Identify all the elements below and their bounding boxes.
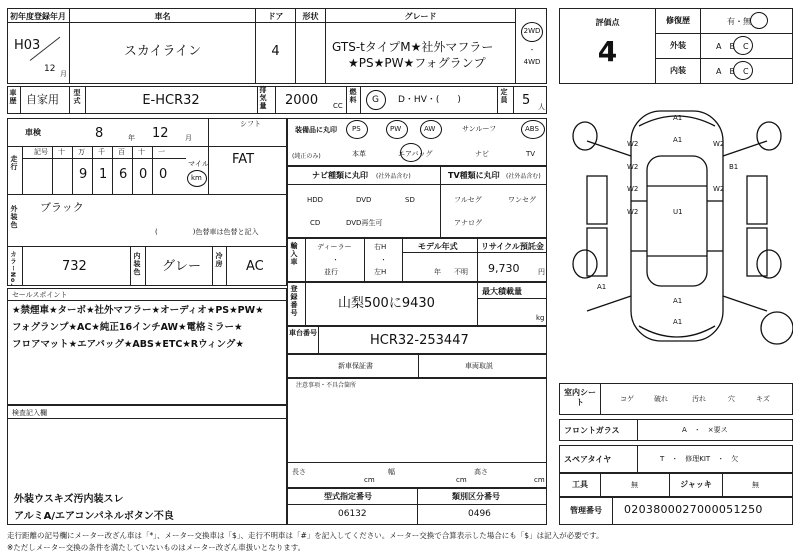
jack-label: ジャッキ: [680, 480, 712, 489]
exterior-label: 外装: [670, 41, 686, 50]
diag-label-w2-ml: W2: [627, 185, 639, 193]
diag-label-w2-mr: W2: [713, 185, 725, 193]
tv-oneseg: ワンセグ: [508, 196, 536, 204]
score-label: 評価点: [595, 18, 620, 27]
score-value: 4: [597, 35, 618, 68]
seat-burn: コゲ: [620, 395, 634, 403]
door-label: ドア: [267, 12, 284, 21]
windshield-value: A ・ ×要ス: [682, 426, 728, 434]
mileage-divider: [92, 146, 93, 194]
model-year-label: モデル年式: [418, 242, 458, 251]
person-unit: 人: [538, 103, 545, 111]
equip-sunroof: サンルーフ: [462, 125, 497, 133]
tv-label: TV種類に丸印: [448, 171, 500, 180]
color-code: 732: [62, 259, 87, 274]
damage-diagram: [559, 86, 793, 376]
mileage-digit: 1: [99, 167, 108, 182]
interior-b-circle: [733, 61, 753, 80]
seat-tear: 破れ: [654, 395, 668, 403]
import-dot: ・: [332, 256, 339, 264]
car-name-label: 車名: [154, 12, 171, 21]
warranty-new: 新車保証書: [338, 362, 373, 370]
drive-4wd: 4WD: [523, 58, 541, 66]
equip-pw: PW: [390, 125, 402, 133]
equip-leather: 本革: [352, 150, 366, 158]
fuel-options: D・HV・( ): [398, 95, 461, 105]
capacity-label: 定員: [500, 88, 508, 104]
color-code-label: カラーNo.: [9, 251, 16, 287]
capacity-value: 5: [522, 93, 531, 108]
mile-unit: マイル: [188, 160, 209, 168]
inspection-month: 12: [152, 126, 169, 141]
displacement-value: 2000: [285, 93, 319, 108]
navi-sub: (社外品含む): [376, 173, 411, 180]
month-unit: 月: [60, 70, 67, 78]
type-code: 06132: [338, 509, 367, 519]
max-load-label: 最大積載量: [482, 287, 522, 296]
equip-airbag: エアバッグ: [398, 150, 433, 158]
diag-label-w2-fr: W2: [713, 140, 725, 148]
diag-label-a1-bumper: A1: [673, 318, 683, 326]
sales-line-3: フロアマット★エアバッグ★ABS★ETC★Rウィング★: [12, 339, 244, 350]
interior-label: 内装: [670, 66, 686, 75]
mileage-digit: 0: [139, 167, 148, 182]
width-label: 幅: [388, 468, 395, 476]
tv-analog: アナログ: [454, 219, 482, 227]
import-parallel: 並行: [324, 268, 338, 276]
warranty-manual: 車両取説: [465, 362, 493, 370]
shift-label: シフト: [240, 120, 261, 128]
equip-tv: TV: [526, 150, 536, 158]
mgmt-label: 管理番号: [570, 506, 602, 515]
model-value: E-HCR32: [142, 93, 200, 108]
car-outline-svg: [559, 86, 793, 376]
seat-hole: 穴: [728, 395, 735, 403]
repair-value: 有・無: [727, 17, 751, 26]
equipment-label: 装備品に丸印: [295, 126, 337, 134]
chassis-label: 車台番号: [289, 329, 317, 337]
exterior-b-circle: [733, 36, 753, 55]
mileage-digit-label: 万: [78, 148, 85, 156]
diag-label-w2-fl: W2: [627, 140, 639, 148]
recycle-value: 9,730: [488, 262, 520, 275]
interior-grades: A B C: [716, 67, 749, 76]
car-name: スカイライン: [123, 44, 202, 59]
diag-label-a1-rear: A1: [673, 297, 683, 305]
spare-value: T ・ 修理KIT ・ 欠: [660, 455, 739, 463]
history-value: 自家用: [26, 93, 59, 106]
color-value: ブラック: [40, 201, 84, 214]
shape-label: 形状: [302, 12, 319, 21]
diag-label-u1: U1: [673, 208, 683, 216]
notes-block: [287, 378, 547, 488]
seat-label: 室内シート: [564, 388, 596, 407]
first-reg-month: 12: [44, 64, 56, 74]
inspection-label: 車検: [25, 128, 41, 137]
model-year-unit: 年: [434, 268, 441, 276]
equip-ps: PS: [352, 125, 361, 133]
interior-color-label: 内装色: [133, 252, 141, 276]
navi-label: ナビ種類に丸印: [312, 171, 368, 180]
mileage-digit-label: 十: [138, 148, 145, 156]
sales-points-label: セールスポイント: [12, 291, 68, 299]
inspection-year-unit: 年: [128, 134, 135, 142]
seat-scratch: キズ: [756, 395, 770, 403]
import-right: 右H: [374, 243, 387, 251]
kg-unit: kg: [536, 314, 545, 322]
mileage-digit-label: 千: [98, 148, 105, 156]
repair-none-circle: [750, 12, 768, 29]
mileage-digit-label: 一: [158, 148, 165, 156]
repair-label: 修復歴: [666, 16, 690, 25]
sales-line-1: ★禁煙車★ターボ★社外マフラー★オーディオ★PS★PW★: [12, 305, 264, 316]
grade-line2: ★PS★PW★フォグランプ: [348, 56, 486, 70]
navi-hdd: HDD: [307, 196, 324, 204]
inspector-line-1: 外装ウスキズ汚内装スレ: [14, 494, 124, 505]
mgmt-number: 0203800027000051250: [624, 503, 763, 516]
import-left: 左H: [374, 268, 387, 276]
navi-dvd: DVD: [356, 196, 372, 204]
door-count: 4: [271, 44, 280, 59]
height-label: 高さ: [474, 468, 488, 476]
navi-sd: SD: [405, 196, 415, 204]
windshield-label: フロントガラス: [564, 426, 620, 435]
jack-value: 無: [752, 481, 759, 489]
tv-sub: (社外品含む): [506, 173, 541, 180]
width-cm: cm: [456, 476, 467, 484]
navi-dvd-play: DVD再生可: [346, 219, 383, 227]
history-label: 車歴: [9, 89, 17, 105]
yen-unit: 円: [538, 268, 545, 276]
model-label: 型式: [73, 89, 81, 105]
mileage-divider: [72, 146, 73, 194]
height-cm: cm: [534, 476, 545, 484]
grade-label: グレード: [404, 12, 437, 21]
color-note: ( )色替車は色替と記入: [155, 228, 259, 236]
first-reg-era: H03: [14, 38, 41, 53]
mileage-divider: [132, 146, 133, 194]
import-dealer: ディーラー: [317, 243, 352, 251]
tools-value: 無: [631, 481, 638, 489]
warranty-block: [287, 354, 547, 378]
cc-unit: CC: [333, 102, 343, 110]
diag-label-a1-rl: A1: [597, 283, 607, 291]
spare-label: スペアタイヤ: [564, 455, 612, 464]
sales-line-2: フォグランプ★AC★純正16インチAW★電格ミラー★: [12, 322, 243, 333]
exterior-grades: A B C: [716, 42, 749, 51]
color-label: 外装色: [10, 205, 18, 229]
displacement-label: 排気量: [259, 86, 267, 110]
first-reg-label: 初年度登録年月: [10, 12, 66, 21]
mileage-divider: [52, 146, 53, 194]
class-code-label: 類別区分番号: [452, 492, 500, 501]
drive-dot: ・: [528, 46, 536, 54]
chassis-value: HCR32-253447: [370, 333, 469, 348]
mileage-divider: [112, 146, 113, 194]
registration-label: 登録番号: [290, 285, 298, 317]
recycle-label: リサイクル預託金: [481, 242, 544, 251]
class-code: 0496: [468, 509, 491, 519]
ac-value: AC: [246, 259, 264, 274]
diag-label-w2-rl: W2: [627, 208, 639, 216]
mileage-digit-label: 記号: [34, 148, 48, 156]
inspector-label: 検査記入欄: [12, 409, 47, 417]
diag-label-w2-l: W2: [627, 163, 639, 171]
inspector-line-2: アルミA/エアコンパネルボタン不良: [14, 511, 174, 522]
equip-navi: ナビ: [475, 150, 489, 158]
length-cm: cm: [364, 476, 375, 484]
mileage-digit: 0: [159, 167, 168, 182]
mileage-digit: 9: [79, 167, 88, 182]
mileage-divider: [152, 146, 153, 194]
inspector-block: [7, 405, 287, 525]
seat-dirt: 汚れ: [692, 395, 706, 403]
diag-label-a1-hood: A1: [673, 136, 683, 144]
shift-value: FAT: [232, 152, 255, 167]
equip-aw: AW: [424, 125, 436, 133]
mileage-label: 走行: [10, 155, 18, 171]
navi-cd: CD: [310, 219, 321, 227]
interior-color: グレー: [162, 259, 202, 274]
import-dot-2: ・: [380, 256, 387, 264]
fuel-label: 燃料: [349, 88, 357, 104]
notes-label: 注意事項・不具合箇所: [296, 382, 357, 389]
type-code-label: 型式指定番号: [324, 492, 372, 501]
drive-2wd: 2WD: [523, 27, 541, 35]
diag-label-a1-front: A1: [673, 114, 683, 122]
equipment-sub: (純正のみ): [292, 153, 321, 160]
inspection-month-unit: 月: [185, 134, 192, 142]
equip-abs: ABS: [525, 125, 539, 133]
footer-line-2: ※ただしメーター交換の条件を満たしていないものはメーター改ざん車扱いとなります。: [7, 543, 306, 552]
diag-label-b1: B1: [729, 163, 739, 171]
mileage-digit: 6: [119, 167, 128, 182]
tv-fullseg: フルセグ: [454, 196, 482, 204]
import-label: 輸入車: [290, 242, 298, 266]
km-unit: km: [191, 174, 202, 182]
footer-line-1: 走行距離の記号欄にメーター改ざん車は「*」、メーター交換車は「$」、走行不明車は「#」を記入してください。メーター交換で合算表示した場合にも「$」は記入が必要です。: [7, 531, 604, 540]
length-label: 長さ: [292, 468, 306, 476]
mileage-digit-label: 百: [118, 148, 125, 156]
model-year-unknown: 不明: [454, 268, 468, 276]
ac-label: 冷房: [215, 252, 223, 268]
inspection-year: 8: [95, 126, 104, 141]
grade-line1: GTS-tタイプM★社外マフラー: [332, 40, 494, 54]
mileage-digit-label: 十: [58, 148, 65, 156]
registration-value: 山梨500に9430: [338, 296, 435, 311]
tools-label: 工具: [572, 480, 588, 489]
fuel-g: G: [372, 95, 379, 105]
